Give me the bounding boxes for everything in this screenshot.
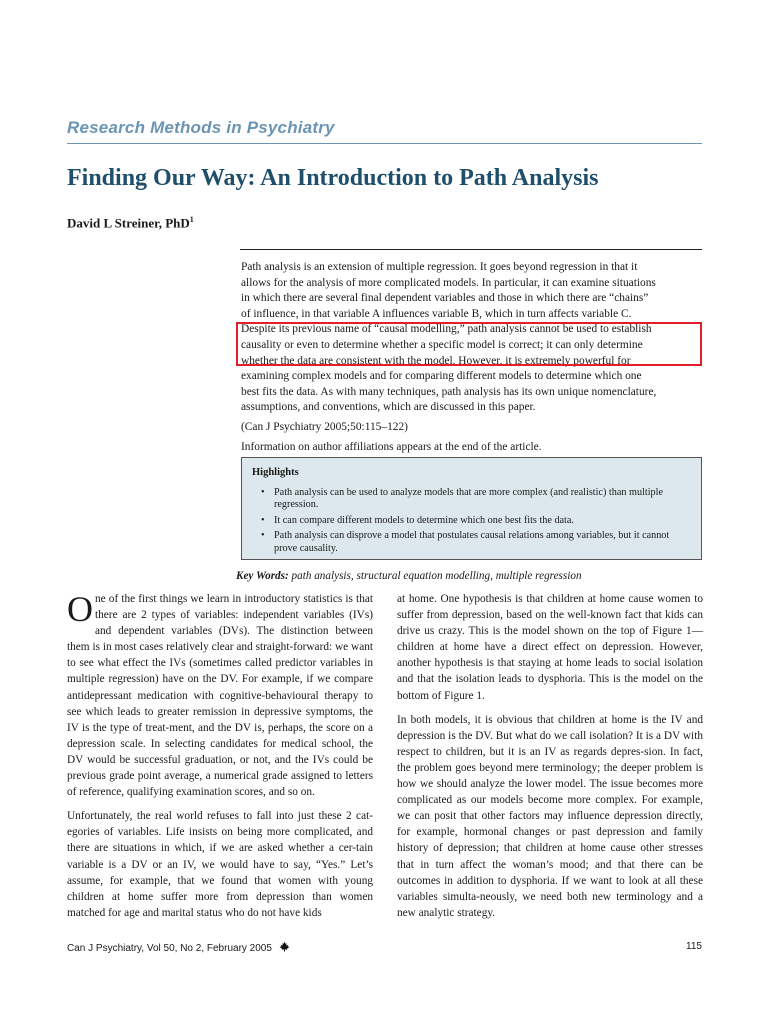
bullet-icon: • (261, 514, 265, 526)
author-line (67, 215, 194, 231)
highlights-box (241, 457, 702, 560)
body-paragraph: Unfortunately, the real world refuses to fall into just these 2 cat-egories of variables. Life insists on being more complicated, and there are situations in which, if we are asked whether a cer-tain variable is a DV or an IV, we would have to say, “Yes.” Let’s assume, for example, that we found that women with young children at home suffer more from depression than women matched for age and marital status who do not have kids (67, 810, 373, 919)
keywords-label: Key Words: (236, 570, 289, 582)
keywords (236, 570, 706, 582)
abstract-line: best fits the data. As with many techniques, path analysis has its own unique nomenclature, (241, 385, 657, 398)
drop-cap: O (67, 589, 93, 629)
body-paragraph: at home. One hypothesis is that children at home cause women to suffer from depression, based on the well-known fact that kids can drive us crazy. This is the model shown on the top of Figure 1—children at home have a direct effect on depression. However, another hypothesis is that staying at home leads to social isolation and that the isolation leads to dysphoria. This is the model on the bottom of Figure 1. (397, 593, 703, 702)
body-column-left (67, 591, 373, 921)
abstract-line: examining complex models and for comparing different models to determine which one (241, 370, 642, 383)
highlight-item (261, 486, 691, 512)
affiliation-note: Information on author affiliations appears at the end of the article. (241, 440, 542, 453)
keywords-text: path analysis, structural equation modelling, multiple regression (288, 570, 582, 582)
journal-info: Can J Psychiatry, Vol 50, No 2, February 2005 (67, 943, 272, 954)
bullet-icon: • (261, 530, 265, 541)
abstract-line: Despite its previous name of “causal modelling,” path analysis cannot be used to establish (241, 323, 652, 336)
abstract-line: in which there are several final dependent variables and those in which there are “chains” (241, 292, 649, 305)
body-column-right (397, 591, 703, 921)
red-highlight-box (236, 322, 702, 366)
highlights-list (252, 487, 691, 556)
abstract-line: assumptions, and conventions, which are discussed in this paper. (241, 401, 536, 414)
author-name: David L Streiner, PhD (67, 215, 190, 231)
body-paragraph (67, 591, 373, 800)
abstract-line: of influence, in that variable A influences variable B, which in turn affects variable C. (241, 307, 632, 320)
bullet-icon: • (261, 486, 265, 498)
page-number: 115 (686, 941, 702, 952)
highlight-item (261, 514, 691, 528)
body-paragraph: In both models, it is obvious that children at home is the IV and depression is the DV. But what do we call isolation? It is a DV with respect to children, but it is an IV as regards depres-sion. In fact, the problem goes beyond mere terminology; the deeper problem is how we should analyze the lower model. The issue becomes more complicated as our models become more complex. For example, we can posit that other factors may influence depression directly, for example, hormonal changes or past depression and family history of depression; that children at home cause other stresses that in turn affect the woman’s mood; and that there can be outcomes in addition to dysphoria. If we want to look at all these variables simulta-neously, we need both new terminology and a new analytic strategy. (397, 713, 703, 919)
section-heading: Research Methods in Psychiatry (67, 118, 335, 137)
article-title: Finding Our Way: An Introduction to Path Analysis (67, 165, 599, 191)
maple-leaf-icon (279, 941, 290, 952)
citation: (Can J Psychiatry 2005;50:115–122) (241, 420, 408, 433)
abstract-divider (240, 249, 702, 250)
body-text: ne of the first things we learn in introductory statistics is that there are 2 types of variables: independent variables (IVs) and dependent variables (DVs). The distinction between them is in most cases relatively clear and straight-forward: we want to see what effect the IVs (sometimes called predictor variables in multiple regression) have on the DV. For example, if we compare antidepressant medication with cognitive-behavioural therapy to see which leads to greater remission in depressive symptoms, the IV is the type of treat-ment, and the DV is, perhaps, the score on a depression scale. In selecting candidates for medical school, the DV would be successful graduation, or not, and the IVs could be previous grade point average, a numerical grade assigned to letters of reference, qualifying examination scores, and so on. (67, 593, 373, 799)
author-affiliation-mark: 1 (189, 215, 194, 224)
abstract-line: Path analysis is an extension of multiple regression. It goes beyond regression in that it (241, 261, 638, 273)
highlight-text: Path analysis can disprove a model that postulates causal relations among variables, but it cannot prove causality. (274, 530, 670, 554)
abstract-line: whether the data are consistent with the model. However, it is extremely powerful for (241, 354, 631, 367)
highlight-text: It can compare different models to determine which one best fits the data. (274, 514, 574, 526)
section-divider (67, 143, 702, 144)
highlights-heading: Highlights (252, 467, 299, 478)
highlight-text: Path analysis can be used to analyze models that are more complex (and realistic) than multiple regression. (274, 486, 663, 510)
abstract-line: causality or even to determine whether a specific model is correct; it can only determine (241, 338, 643, 351)
footer-journal (67, 941, 290, 954)
abstract-line: allows for the analysis of more complicated models. In particular, it can examine situations (241, 276, 656, 289)
highlight-item (261, 530, 691, 555)
